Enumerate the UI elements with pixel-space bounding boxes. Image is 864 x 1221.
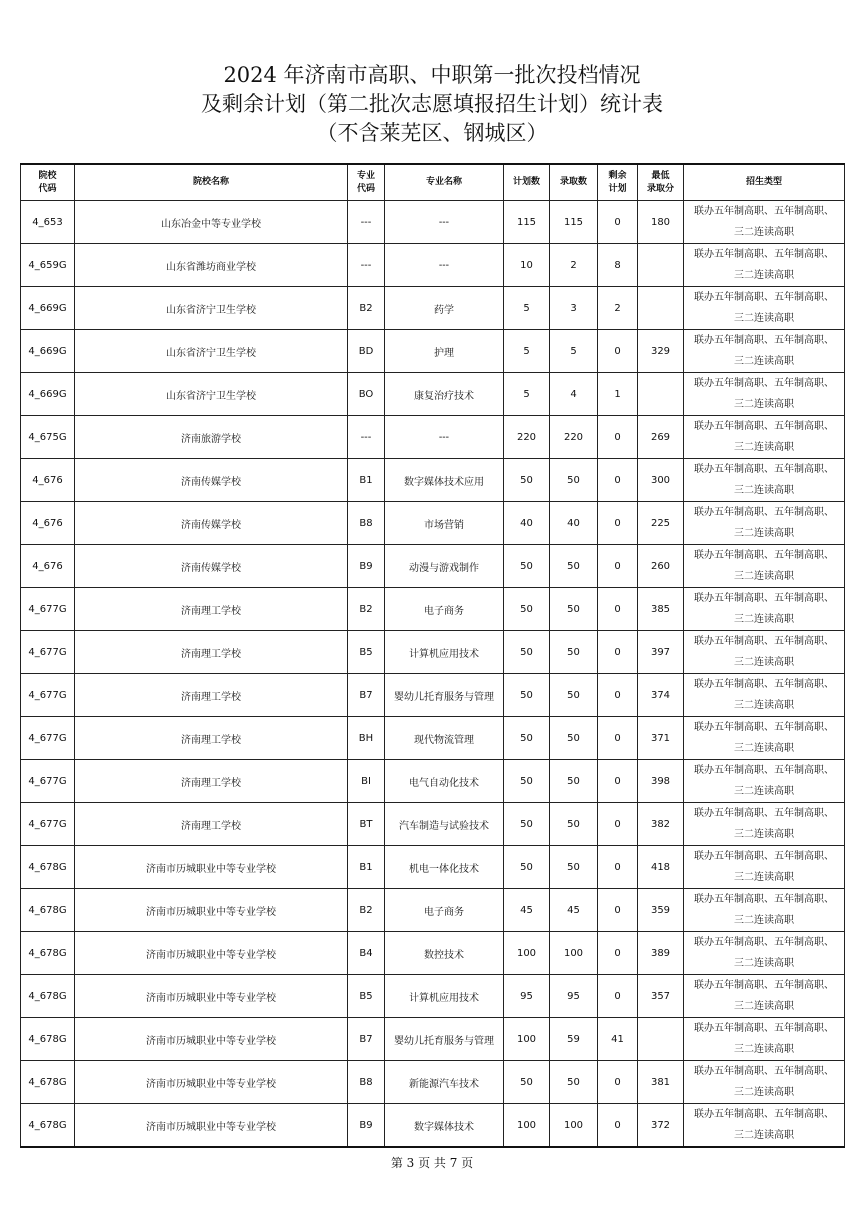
admitted-count-cell: 50 <box>550 674 598 717</box>
plan-count-cell: 50 <box>504 760 550 803</box>
plan-count-cell: 100 <box>504 932 550 975</box>
school-name-cell: 山东省潍坊商业学校 <box>75 244 348 287</box>
school-name-cell: 山东冶金中等专业学校 <box>75 201 348 244</box>
school-code-cell: 4_677G <box>21 588 75 631</box>
school-code-cell: 4_678G <box>21 1061 75 1104</box>
major-name-cell: 电子商务 <box>385 889 504 932</box>
major-code-cell: BT <box>348 803 385 846</box>
enroll-type-cell <box>684 975 845 1018</box>
enroll-type-cell <box>684 631 845 674</box>
table-row <box>21 588 845 631</box>
enroll-type-line1: 联办五年制高职、五年制高职、 <box>694 1023 834 1034</box>
table-row <box>21 244 845 287</box>
major-code-cell: B1 <box>348 459 385 502</box>
school-code-cell: 4_653 <box>21 201 75 244</box>
plan-count-cell: 115 <box>504 201 550 244</box>
school-name-cell: 山东省济宁卫生学校 <box>75 330 348 373</box>
school-code-cell: 4_677G <box>21 803 75 846</box>
enroll-type-cell <box>684 459 845 502</box>
school-name-cell: 济南市历城职业中等专业学校 <box>75 1018 348 1061</box>
plan-count-cell: 100 <box>504 1104 550 1148</box>
major-name-cell: 药学 <box>385 287 504 330</box>
plan-count-cell: 50 <box>504 803 550 846</box>
enroll-type-cell <box>684 846 845 889</box>
enroll-type-cell <box>684 588 845 631</box>
enroll-type-line1: 联办五年制高职、五年制高职、 <box>694 249 834 260</box>
remaining-plan-cell: 8 <box>598 244 638 287</box>
header-plan: 计划数 <box>504 164 550 201</box>
school-code-cell: 4_678G <box>21 932 75 975</box>
table-row <box>21 287 845 330</box>
major-name-cell: 汽车制造与试验技术 <box>385 803 504 846</box>
table-header-row <box>21 164 845 201</box>
enroll-type-line1: 联办五年制高职、五年制高职、 <box>694 851 834 862</box>
header-major-code: 专业 代码 <box>348 164 385 201</box>
school-code-cell: 4_676 <box>21 502 75 545</box>
admitted-count-cell: 5 <box>550 330 598 373</box>
table-row <box>21 502 845 545</box>
table-row <box>21 674 845 717</box>
enroll-type-line1: 联办五年制高职、五年制高职、 <box>694 464 834 475</box>
page-title-line3: （不含莱芜区、钢城区） <box>316 121 548 145</box>
enroll-type-line2: 三二连读高职 <box>734 270 794 281</box>
major-code-cell: BI <box>348 760 385 803</box>
min-score-cell <box>638 287 684 330</box>
enroll-type-line2: 三二连读高职 <box>734 786 794 797</box>
major-name-cell: 护理 <box>385 330 504 373</box>
major-code-cell: BO <box>348 373 385 416</box>
plan-count-cell: 45 <box>504 889 550 932</box>
major-name-cell: 市场营销 <box>385 502 504 545</box>
major-code-cell: BD <box>348 330 385 373</box>
min-score-cell: 371 <box>638 717 684 760</box>
enroll-type-line1: 联办五年制高职、五年制高职、 <box>694 507 834 518</box>
school-name-cell: 济南旅游学校 <box>75 416 348 459</box>
table-row <box>21 846 845 889</box>
header-min-score: 最低 录取分 <box>638 164 684 201</box>
remaining-plan-cell: 0 <box>598 416 638 459</box>
enroll-type-line2: 三二连读高职 <box>734 1001 794 1012</box>
school-code-cell: 4_676 <box>21 459 75 502</box>
remaining-plan-cell: 0 <box>598 932 638 975</box>
major-code-cell: B1 <box>348 846 385 889</box>
school-name-cell: 济南传媒学校 <box>75 459 348 502</box>
min-score-cell: 180 <box>638 201 684 244</box>
admitted-count-cell: 50 <box>550 545 598 588</box>
admitted-count-cell: 4 <box>550 373 598 416</box>
major-name-cell: 电气自动化技术 <box>385 760 504 803</box>
enroll-type-line1: 联办五年制高职、五年制高职、 <box>694 593 834 604</box>
enroll-type-line2: 三二连读高职 <box>734 399 794 410</box>
plan-count-cell: 50 <box>504 545 550 588</box>
major-name-cell: 计算机应用技术 <box>385 631 504 674</box>
major-code-cell: BH <box>348 717 385 760</box>
min-score-cell: 385 <box>638 588 684 631</box>
min-score-cell <box>638 244 684 287</box>
admitted-count-cell: 50 <box>550 1061 598 1104</box>
enroll-type-cell <box>684 1018 845 1061</box>
major-name-cell: 动漫与游戏制作 <box>385 545 504 588</box>
min-score-cell: 359 <box>638 889 684 932</box>
min-score-cell: 372 <box>638 1104 684 1148</box>
major-code-cell: B2 <box>348 889 385 932</box>
school-name-cell: 济南理工学校 <box>75 717 348 760</box>
admitted-count-cell: 59 <box>550 1018 598 1061</box>
admitted-count-cell: 220 <box>550 416 598 459</box>
school-name-cell: 济南传媒学校 <box>75 502 348 545</box>
enroll-type-line1: 联办五年制高职、五年制高职、 <box>694 808 834 819</box>
enroll-type-line1: 联办五年制高职、五年制高职、 <box>694 378 834 389</box>
enroll-type-line2: 三二连读高职 <box>734 958 794 969</box>
admitted-count-cell: 100 <box>550 1104 598 1148</box>
enroll-type-cell <box>684 287 845 330</box>
enroll-type-line2: 三二连读高职 <box>734 700 794 711</box>
major-code-cell: B7 <box>348 1018 385 1061</box>
school-name-cell: 济南理工学校 <box>75 760 348 803</box>
remaining-plan-cell: 0 <box>598 588 638 631</box>
major-name-cell: 数字媒体技术 <box>385 1104 504 1148</box>
major-name-cell: 新能源汽车技术 <box>385 1061 504 1104</box>
admitted-count-cell: 100 <box>550 932 598 975</box>
admitted-count-cell: 50 <box>550 631 598 674</box>
school-code-cell: 4_669G <box>21 373 75 416</box>
major-name-cell: 机电一体化技术 <box>385 846 504 889</box>
enroll-type-cell <box>684 330 845 373</box>
enroll-type-line2: 三二连读高职 <box>734 528 794 539</box>
enroll-type-line1: 联办五年制高职、五年制高职、 <box>694 550 834 561</box>
school-code-cell: 4_676 <box>21 545 75 588</box>
remaining-plan-cell: 0 <box>598 717 638 760</box>
admission-table <box>20 163 845 1148</box>
enroll-type-cell <box>684 201 845 244</box>
remaining-plan-cell: 0 <box>598 975 638 1018</box>
school-name-cell: 山东省济宁卫生学校 <box>75 373 348 416</box>
admitted-count-cell: 50 <box>550 717 598 760</box>
school-name-cell: 济南市历城职业中等专业学校 <box>75 975 348 1018</box>
min-score-cell: 260 <box>638 545 684 588</box>
major-code-cell: B8 <box>348 1061 385 1104</box>
min-score-cell: 381 <box>638 1061 684 1104</box>
school-name-cell: 济南理工学校 <box>75 674 348 717</box>
major-code-cell: --- <box>348 416 385 459</box>
school-name-cell: 济南市历城职业中等专业学校 <box>75 1061 348 1104</box>
school-code-cell: 4_678G <box>21 975 75 1018</box>
remaining-plan-cell: 0 <box>598 803 638 846</box>
min-score-cell: 329 <box>638 330 684 373</box>
enroll-type-line2: 三二连读高职 <box>734 872 794 883</box>
school-code-cell: 4_678G <box>21 846 75 889</box>
table-row <box>21 330 845 373</box>
table-row <box>21 1061 845 1104</box>
admitted-count-cell: 3 <box>550 287 598 330</box>
school-name-cell: 济南市历城职业中等专业学校 <box>75 932 348 975</box>
major-name-cell: --- <box>385 416 504 459</box>
min-score-cell: 389 <box>638 932 684 975</box>
remaining-plan-cell: 0 <box>598 502 638 545</box>
enroll-type-cell <box>684 373 845 416</box>
major-name-cell: 数字媒体技术应用 <box>385 459 504 502</box>
min-score-cell: 418 <box>638 846 684 889</box>
major-name-cell: 数控技术 <box>385 932 504 975</box>
header-remaining: 剩余 计划 <box>598 164 638 201</box>
remaining-plan-cell: 0 <box>598 760 638 803</box>
table-row <box>21 1018 845 1061</box>
plan-count-cell: 5 <box>504 330 550 373</box>
enroll-type-cell <box>684 674 845 717</box>
school-code-cell: 4_677G <box>21 760 75 803</box>
enroll-type-cell <box>684 889 845 932</box>
plan-count-cell: 10 <box>504 244 550 287</box>
school-code-cell: 4_678G <box>21 889 75 932</box>
enroll-type-line2: 三二连读高职 <box>734 356 794 367</box>
header-school-name: 院校名称 <box>75 164 348 201</box>
min-score-cell: 382 <box>638 803 684 846</box>
min-score-cell: 225 <box>638 502 684 545</box>
school-code-cell: 4_677G <box>21 674 75 717</box>
table-row <box>21 459 845 502</box>
table-row <box>21 932 845 975</box>
enroll-type-line1: 联办五年制高职、五年制高职、 <box>694 292 834 303</box>
major-name-cell: 婴幼儿托育服务与管理 <box>385 674 504 717</box>
school-name-cell: 济南市历城职业中等专业学校 <box>75 1104 348 1148</box>
plan-count-cell: 95 <box>504 975 550 1018</box>
enroll-type-cell <box>684 244 845 287</box>
school-code-cell: 4_677G <box>21 717 75 760</box>
min-score-cell: 374 <box>638 674 684 717</box>
plan-count-cell: 100 <box>504 1018 550 1061</box>
header-major-name: 专业名称 <box>385 164 504 201</box>
school-code-cell: 4_678G <box>21 1018 75 1061</box>
plan-count-cell: 5 <box>504 287 550 330</box>
enroll-type-cell <box>684 717 845 760</box>
admitted-count-cell: 2 <box>550 244 598 287</box>
plan-count-cell: 220 <box>504 416 550 459</box>
enroll-type-line2: 三二连读高职 <box>734 485 794 496</box>
major-code-cell: B4 <box>348 932 385 975</box>
enroll-type-line2: 三二连读高职 <box>734 442 794 453</box>
remaining-plan-cell: 1 <box>598 373 638 416</box>
enroll-type-line1: 联办五年制高职、五年制高职、 <box>694 421 834 432</box>
plan-count-cell: 50 <box>504 631 550 674</box>
enroll-type-line2: 三二连读高职 <box>734 313 794 324</box>
school-name-cell: 济南理工学校 <box>75 803 348 846</box>
enroll-type-line2: 三二连读高职 <box>734 1087 794 1098</box>
school-name-cell: 济南市历城职业中等专业学校 <box>75 846 348 889</box>
page-title-line2: 及剩余计划（第二批次志愿填报招生计划）统计表 <box>201 92 663 116</box>
admitted-count-cell: 95 <box>550 975 598 1018</box>
school-code-cell: 4_677G <box>21 631 75 674</box>
remaining-plan-cell: 0 <box>598 1061 638 1104</box>
major-name-cell: --- <box>385 201 504 244</box>
enroll-type-line2: 三二连读高职 <box>734 227 794 238</box>
major-code-cell: --- <box>348 244 385 287</box>
enroll-type-line1: 联办五年制高职、五年制高职、 <box>694 980 834 991</box>
school-code-cell: 4_675G <box>21 416 75 459</box>
admitted-count-cell: 50 <box>550 846 598 889</box>
enroll-type-cell <box>684 1104 845 1148</box>
table-row <box>21 201 845 244</box>
min-score-cell: 269 <box>638 416 684 459</box>
school-code-cell: 4_678G <box>21 1104 75 1148</box>
major-name-cell: 现代物流管理 <box>385 717 504 760</box>
school-name-cell: 济南理工学校 <box>75 588 348 631</box>
table-row <box>21 975 845 1018</box>
enroll-type-line2: 三二连读高职 <box>734 829 794 840</box>
min-score-cell <box>638 373 684 416</box>
table-row <box>21 889 845 932</box>
plan-count-cell: 50 <box>504 1061 550 1104</box>
plan-count-cell: 50 <box>504 459 550 502</box>
admitted-count-cell: 115 <box>550 201 598 244</box>
table-row <box>21 760 845 803</box>
plan-count-cell: 50 <box>504 674 550 717</box>
min-score-cell: 357 <box>638 975 684 1018</box>
header-admitted: 录取数 <box>550 164 598 201</box>
enroll-type-cell <box>684 416 845 459</box>
remaining-plan-cell: 0 <box>598 631 638 674</box>
enroll-type-line2: 三二连读高职 <box>734 657 794 668</box>
enroll-type-line1: 联办五年制高职、五年制高职、 <box>694 206 834 217</box>
admitted-count-cell: 50 <box>550 803 598 846</box>
remaining-plan-cell: 0 <box>598 846 638 889</box>
enroll-type-cell <box>684 502 845 545</box>
min-score-cell: 398 <box>638 760 684 803</box>
major-code-cell: B2 <box>348 588 385 631</box>
remaining-plan-cell: 0 <box>598 889 638 932</box>
major-name-cell: 计算机应用技术 <box>385 975 504 1018</box>
enroll-type-line1: 联办五年制高职、五年制高职、 <box>694 937 834 948</box>
admitted-count-cell: 45 <box>550 889 598 932</box>
min-score-cell <box>638 1018 684 1061</box>
enroll-type-cell <box>684 760 845 803</box>
remaining-plan-cell: 2 <box>598 287 638 330</box>
major-name-cell: 康复治疗技术 <box>385 373 504 416</box>
header-enroll-type: 招生类型 <box>684 164 845 201</box>
school-name-cell: 济南理工学校 <box>75 631 348 674</box>
enroll-type-line1: 联办五年制高职、五年制高职、 <box>694 722 834 733</box>
major-name-cell: 电子商务 <box>385 588 504 631</box>
remaining-plan-cell: 0 <box>598 330 638 373</box>
major-name-cell: --- <box>385 244 504 287</box>
enroll-type-line1: 联办五年制高职、五年制高职、 <box>694 1066 834 1077</box>
remaining-plan-cell: 41 <box>598 1018 638 1061</box>
table-row <box>21 545 845 588</box>
remaining-plan-cell: 0 <box>598 674 638 717</box>
enroll-type-line1: 联办五年制高职、五年制高职、 <box>694 636 834 647</box>
enroll-type-line1: 联办五年制高职、五年制高职、 <box>694 1109 834 1120</box>
major-code-cell: --- <box>348 201 385 244</box>
plan-count-cell: 5 <box>504 373 550 416</box>
plan-count-cell: 40 <box>504 502 550 545</box>
enroll-type-line2: 三二连读高职 <box>734 1044 794 1055</box>
major-code-cell: B9 <box>348 1104 385 1148</box>
table-row <box>21 1104 845 1148</box>
admitted-count-cell: 50 <box>550 760 598 803</box>
admitted-count-cell: 50 <box>550 459 598 502</box>
admitted-count-cell: 50 <box>550 588 598 631</box>
enroll-type-line1: 联办五年制高职、五年制高职、 <box>694 765 834 776</box>
school-code-cell: 4_669G <box>21 287 75 330</box>
enroll-type-cell <box>684 545 845 588</box>
enroll-type-cell <box>684 803 845 846</box>
remaining-plan-cell: 0 <box>598 201 638 244</box>
remaining-plan-cell: 0 <box>598 545 638 588</box>
admitted-count-cell: 40 <box>550 502 598 545</box>
plan-count-cell: 50 <box>504 588 550 631</box>
enroll-type-line2: 三二连读高职 <box>734 915 794 926</box>
major-code-cell: B5 <box>348 631 385 674</box>
enroll-type-cell <box>684 1061 845 1104</box>
table-row <box>21 717 845 760</box>
min-score-cell: 397 <box>638 631 684 674</box>
major-code-cell: B5 <box>348 975 385 1018</box>
school-name-cell: 济南市历城职业中等专业学校 <box>75 889 348 932</box>
enroll-type-line1: 联办五年制高职、五年制高职、 <box>694 335 834 346</box>
enroll-type-cell <box>684 932 845 975</box>
enroll-type-line2: 三二连读高职 <box>734 614 794 625</box>
table-row <box>21 631 845 674</box>
page-footer: 第 3 页 共 7 页 <box>390 1156 474 1170</box>
enroll-type-line2: 三二连读高职 <box>734 1130 794 1141</box>
min-score-cell: 300 <box>638 459 684 502</box>
school-name-cell: 山东省济宁卫生学校 <box>75 287 348 330</box>
page-title-line1: 2024 年济南市高职、中职第一批次投档情况 <box>223 63 641 87</box>
major-name-cell: 婴幼儿托育服务与管理 <box>385 1018 504 1061</box>
major-code-cell: B7 <box>348 674 385 717</box>
remaining-plan-cell: 0 <box>598 459 638 502</box>
enroll-type-line1: 联办五年制高职、五年制高职、 <box>694 894 834 905</box>
enroll-type-line2: 三二连读高职 <box>734 571 794 582</box>
header-school-code: 院校 代码 <box>21 164 75 201</box>
plan-count-cell: 50 <box>504 846 550 889</box>
major-code-cell: B8 <box>348 502 385 545</box>
school-name-cell: 济南传媒学校 <box>75 545 348 588</box>
table-row <box>21 803 845 846</box>
enroll-type-line1: 联办五年制高职、五年制高职、 <box>694 679 834 690</box>
school-code-cell: 4_659G <box>21 244 75 287</box>
major-code-cell: B2 <box>348 287 385 330</box>
remaining-plan-cell: 0 <box>598 1104 638 1148</box>
table-row <box>21 373 845 416</box>
table-row <box>21 416 845 459</box>
plan-count-cell: 50 <box>504 717 550 760</box>
major-code-cell: B9 <box>348 545 385 588</box>
enroll-type-line2: 三二连读高职 <box>734 743 794 754</box>
school-code-cell: 4_669G <box>21 330 75 373</box>
